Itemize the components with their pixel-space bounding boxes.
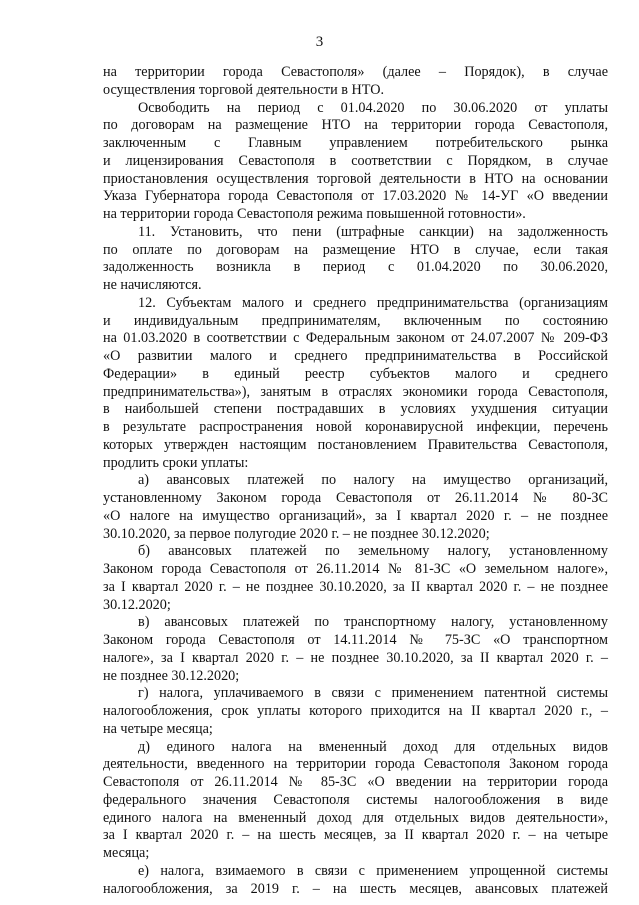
page-number: 3 (315, 34, 324, 50)
paragraph (103, 100, 608, 224)
text-line: 30.10.2020, за первое полугодие 2020 г. – не позднее 30.12.2020; (103, 525, 490, 542)
text-line: на территории города Севастополя» (далее – Порядок), в случае (103, 64, 608, 80)
paragraph (103, 739, 608, 863)
text-line: единого налога на вмененный доход для отдельных видов деятельности», (103, 809, 608, 826)
text-line: не позднее 30.12.2020; (103, 667, 240, 684)
text-line: осуществления торговой деятельности в НТО. (103, 81, 384, 98)
text-line: в результате распространения новой коронавирусной инфекции, перечень (103, 419, 608, 435)
text-line: установленному Законом города Севастополя от 26.11.2014 № 80-ЗС (103, 490, 608, 506)
text-line: в) авансовых платежей по транспортному налогу, установленному (138, 614, 608, 631)
text-line: «О налоге на имущество организаций», за I квартал 2020 г. – не позднее (103, 507, 608, 524)
text-line: федерального значения Севастополя системы налогообложения в виде (103, 791, 608, 808)
text-line: на 01.03.2020 в соответствии с Федеральным законом от 24.07.2007 № 209-ФЗ (103, 330, 608, 347)
text-line: 30.12.2020; (103, 596, 171, 613)
text-line: налогообложения, за 2019 г. – на шесть месяцев, авансовых платежей (103, 880, 608, 897)
text-line: е) налога, взимаемого в связи с применением упрощенной системы (138, 862, 608, 879)
text-line: на территории города Севастополя режима повышенной готовности». (103, 206, 526, 222)
text-line: «О развитии малого и среднего предпринимательства в Российской (103, 348, 608, 364)
text-line: налоге», за I квартал 2020 г. – не позднее 30.10.2020, за II квартал 2020 г. – (103, 649, 608, 666)
text-line: 11. Установить, что пени (штрафные санкции) на задолженность (138, 223, 608, 240)
text-line: которых утвержден настоящим постановлением Правительства Севастополя, (103, 436, 608, 453)
paragraph (103, 685, 608, 738)
text-line: налогообложения, срок уплаты которого приходится на II квартал 2020 г., – (103, 703, 608, 719)
text-line: предпринимательства»), занятым в отраслях экономики города Севастополя, (103, 383, 608, 400)
text-line: заключенным с Главным управлением потребительского рынка (103, 135, 608, 151)
paragraph (103, 863, 608, 899)
paragraph (103, 295, 608, 473)
text-line: приостановления осуществления торговой деятельности в НТО на основании (103, 170, 608, 187)
text-line: по оплате по договорам на размещение НТО в случае, если такая (103, 241, 608, 258)
text-line: и лицензирования Севастополя в соответствии с Порядком, в случае (103, 152, 608, 169)
text-line: в наибольшей степени пострадавших в условиях ухудшения ситуации (103, 401, 608, 418)
paragraph (103, 64, 608, 100)
text-line: задолженность возникла в период с 01.04.2020 по 30.06.2020, (103, 259, 608, 276)
text-line: за I квартал 2020 г. – на шесть месяцев, за II квартал 2020 г. – на четыре (103, 827, 608, 844)
document-body (103, 64, 608, 898)
text-line: на четыре месяца; (103, 720, 213, 737)
text-line: Севастополя от 26.11.2014 № 85-ЗС «О введении на территории города (103, 774, 608, 790)
text-line: 12. Субъектам малого и среднего предпринимательства (организациям (138, 294, 608, 311)
text-line: Федерации» в единый реестр субъектов малого и среднего (103, 365, 608, 382)
text-line: Указа Губернатора города Севастополя от 17.03.2020 № 14-УГ «О введении (103, 188, 608, 205)
text-line: д) единого налога на вмененный доход для отдельных видов (138, 738, 608, 755)
text-line: Законом города Севастополя от 26.11.2014 № 81-ЗС «О земельном налоге», (103, 561, 608, 577)
text-line: б) авансовых платежей по земельному налогу, установленному (138, 543, 608, 560)
text-line: и индивидуальным предпринимателям, включенным по состоянию (103, 312, 608, 329)
text-line: деятельности, введенного на территории города Севастополя Законом города (103, 756, 608, 773)
paragraph (103, 543, 608, 614)
text-line: Освободить на период с 01.04.2020 по 30.06.2020 от уплаты (138, 99, 608, 116)
text-line: Законом города Севастополя от 14.11.2014 № 75-ЗС «О транспортном (103, 632, 608, 648)
paragraph (103, 224, 608, 295)
text-line: а) авансовых платежей по налогу на имущество организаций, (138, 472, 608, 489)
text-line: продлить сроки уплаты: (103, 454, 249, 471)
paragraph (103, 614, 608, 685)
text-line: месяца; (103, 845, 150, 861)
text-line: по договорам на размещение НТО на территории города Севастополя, (103, 117, 608, 134)
paragraph (103, 472, 608, 543)
text-line: не начисляются. (103, 277, 202, 293)
text-line: г) налога, уплачиваемого в связи с применением патентной системы (138, 685, 608, 702)
text-line: за I квартал 2020 г. – не позднее 30.10.2020, за II квартал 2020 г. – не позднее (103, 578, 608, 595)
